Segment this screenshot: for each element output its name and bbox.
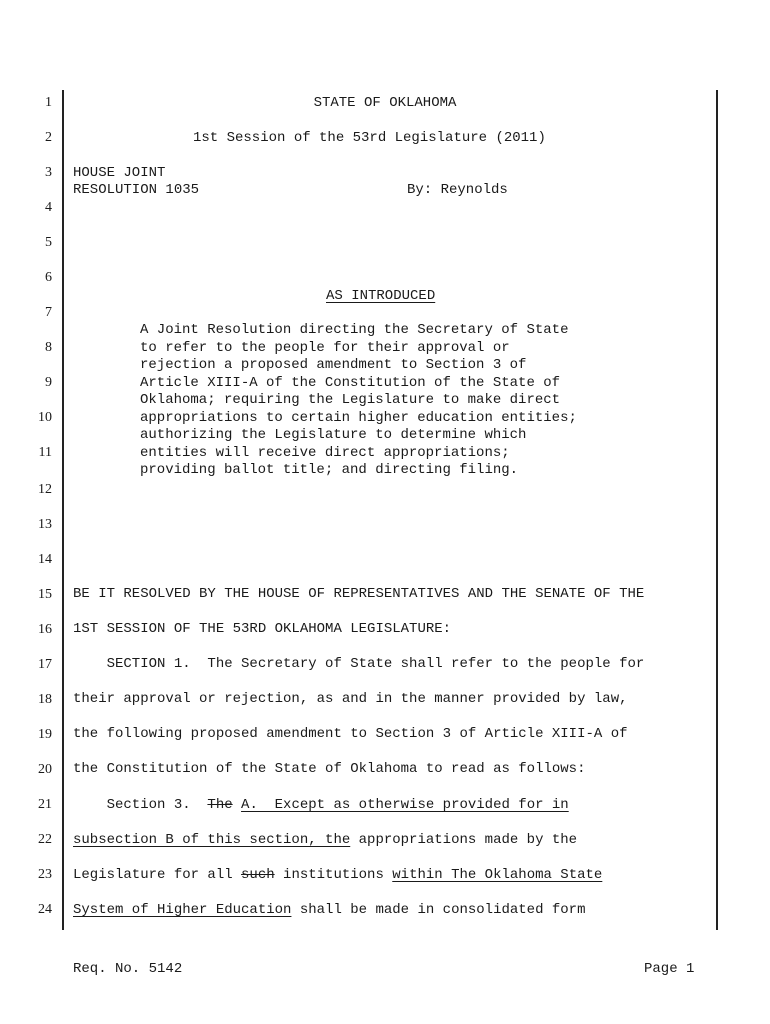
body-line-22 [73, 832, 577, 850]
line-number: 24 [38, 902, 52, 917]
title-line: rejection a proposed amendment to Section 3 of [140, 357, 527, 373]
title-block [140, 322, 577, 480]
title-line: Oklahoma; requiring the Legislature to make direct [140, 392, 561, 408]
struck-text: such [241, 867, 275, 883]
status-heading: AS INTRODUCED [326, 288, 436, 304]
line21-space [233, 797, 241, 813]
body-line-18: their approval or rejection, as and in the manner provided by law, [73, 691, 628, 707]
line23-text: Legislature for all [73, 867, 242, 883]
line-number: 15 [38, 587, 52, 602]
struck-text: The [207, 797, 233, 813]
line-number: 6 [45, 270, 52, 285]
title-line: providing ballot title; and directing filing. [140, 462, 519, 478]
line-number: 1 [45, 95, 52, 110]
line-number: 17 [38, 657, 52, 672]
body-line-15: BE IT RESOLVED BY THE HOUSE OF REPRESENTATIVES AND THE SENATE OF THE [73, 586, 645, 602]
body-line-20: the Constitution of the State of Oklahoma to read as follows: [73, 761, 586, 777]
inserted-text: within The Oklahoma State [392, 867, 603, 883]
title-line: entities will receive direct appropriations; [140, 444, 510, 461]
line-number: 12 [38, 482, 52, 497]
body-line-17: SECTION 1. The Secretary of State shall refer to the people for [73, 656, 645, 672]
body-line-21 [73, 797, 569, 815]
line-number: 13 [38, 517, 52, 532]
body-line-16: 1ST SESSION OF THE 53RD OKLAHOMA LEGISLATURE: [73, 621, 452, 637]
body-line-23 [73, 867, 602, 885]
line-number: 19 [38, 727, 52, 742]
page-number: Page 1 [644, 961, 695, 977]
request-number: Req. No. 5142 [73, 961, 183, 977]
title-line: to refer to the people for their approval or [140, 339, 510, 356]
inserted-text: subsection B of this section, the [73, 832, 351, 848]
left-margin-rule [62, 90, 64, 930]
line-number: 8 [45, 340, 52, 355]
line-number: 7 [45, 305, 52, 320]
title-line: Article XIII-A of the Constitution of the State of [140, 374, 561, 391]
bill-type-line1: HOUSE JOINT [73, 165, 166, 181]
state-heading: STATE OF OKLAHOMA [313, 95, 457, 111]
line-number: 14 [38, 552, 52, 567]
line22-text: appropriations made by the [350, 832, 578, 848]
line-number: 22 [38, 832, 52, 847]
body-line-24 [73, 902, 586, 920]
line-number: 5 [45, 235, 52, 250]
line-number: 2 [45, 130, 52, 145]
line21-text: Section 3. [73, 797, 208, 813]
line-number: 23 [38, 867, 52, 882]
line-number: 10 [38, 410, 52, 425]
line23-text: institutions [274, 867, 393, 883]
line-number: 9 [45, 375, 52, 390]
title-line: appropriations to certain higher education entities; [140, 409, 577, 426]
line-number: 3 [45, 165, 52, 180]
inserted-text: A. Except as otherwise provided for in [241, 797, 569, 813]
author: By: Reynolds [407, 182, 508, 198]
line-number: 21 [38, 797, 52, 812]
line-number: 20 [38, 762, 52, 777]
inserted-text: System of Higher Education [73, 902, 292, 918]
line24-text: shall be made in consolidated form [291, 902, 586, 918]
title-line: authorizing the Legislature to determine which [140, 427, 527, 443]
body-line-19: the following proposed amendment to Section 3 of Article XIII-A of [73, 726, 628, 742]
line-number: 16 [38, 622, 52, 637]
bill-type-line2: RESOLUTION 1035 [73, 182, 200, 198]
line-number: 11 [38, 445, 52, 460]
session-heading: 1st Session of the 53rd Legislature (2011) [193, 130, 546, 146]
right-margin-rule [716, 90, 718, 930]
line-number: 18 [38, 692, 52, 707]
line-number: 4 [45, 200, 52, 215]
title-line: A Joint Resolution directing the Secretary of State [140, 322, 569, 338]
